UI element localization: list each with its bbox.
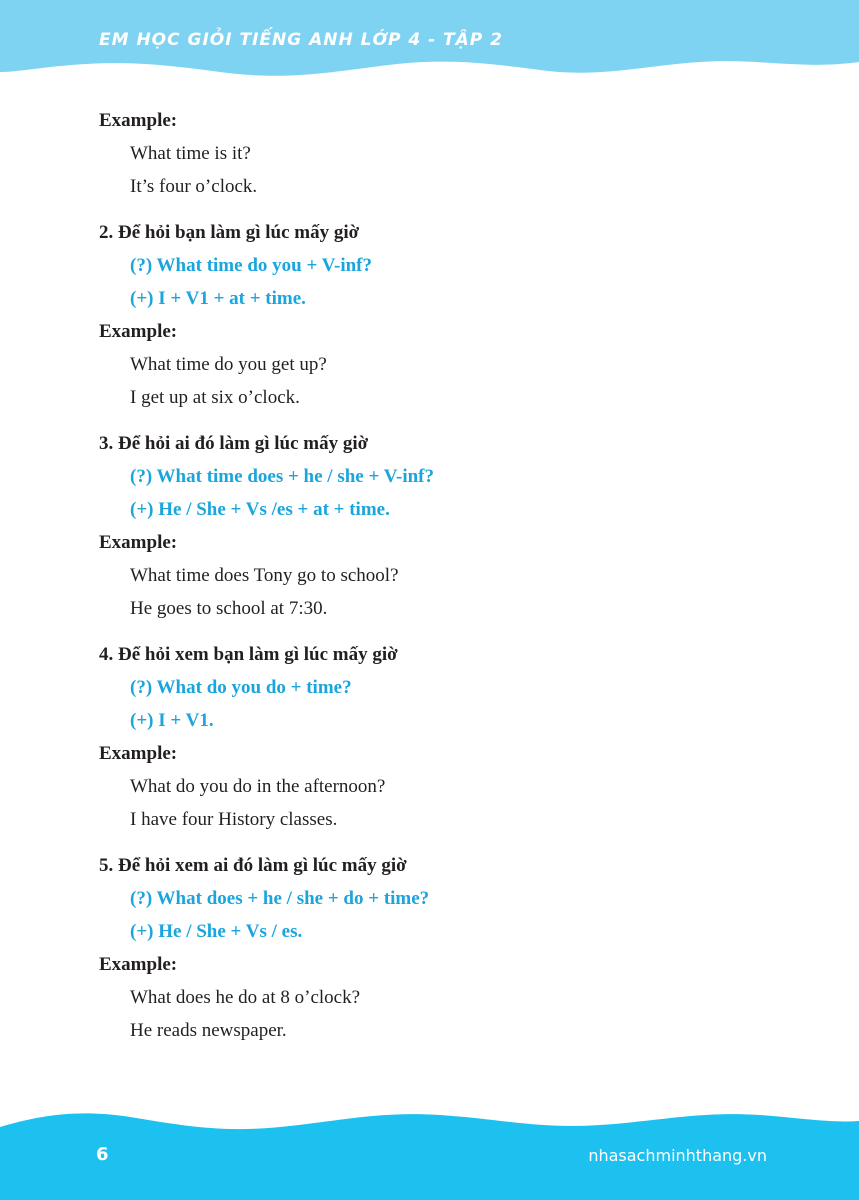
example-label: Example:: [99, 532, 178, 553]
example-label: Example:: [99, 743, 178, 764]
question-formula: (?) What does + he / she + do + time?: [130, 888, 430, 909]
example-label: Example:: [99, 954, 178, 975]
answer-formula: (+) He / She + Vs / es.: [130, 921, 303, 942]
website-url: nhasachminhthang.vn: [588, 1146, 767, 1165]
answer-formula: (+) I + V1 + at + time.: [130, 288, 306, 309]
example-line: It’s four o’clock.: [130, 176, 258, 197]
example-line: What time does Tony go to school?: [130, 565, 399, 586]
example-label: Example:: [99, 321, 178, 342]
book-title: EM HỌC GIỎI TIẾNG ANH LỚP 4 - TẬP 2: [99, 30, 504, 50]
section-heading: 3. Để hỏi ai đó làm gì lúc mấy giờ: [99, 433, 369, 454]
answer-formula: (+) He / She + Vs /es + at + time.: [130, 499, 390, 520]
section-heading: 5. Để hỏi xem ai đó làm gì lúc mấy giờ: [99, 855, 407, 876]
example-label: Example:: [99, 110, 178, 131]
example-line: What do you do in the afternoon?: [130, 776, 386, 797]
example-line: He goes to school at 7:30.: [130, 598, 328, 619]
question-formula: (?) What do you do + time?: [130, 677, 352, 698]
example-line: He reads newspaper.: [130, 1020, 287, 1041]
question-formula: (?) What time do you + V-inf?: [130, 255, 372, 276]
page-number: 6: [96, 1144, 109, 1165]
example-line: I have four History classes.: [130, 809, 338, 830]
example-line: What time is it?: [130, 143, 251, 164]
example-line: What does he do at 8 o’clock?: [130, 987, 361, 1008]
example-line: I get up at six o’clock.: [130, 387, 300, 408]
page-content: [99, 104, 799, 1047]
question-formula: (?) What time does + he / she + V-inf?: [130, 466, 435, 487]
section-heading: 4. Để hỏi xem bạn làm gì lúc mấy giờ: [99, 644, 398, 665]
section-heading: 2. Để hỏi bạn làm gì lúc mấy giờ: [99, 222, 360, 243]
answer-formula: (+) I + V1.: [130, 710, 214, 731]
example-line: What time do you get up?: [130, 354, 327, 375]
